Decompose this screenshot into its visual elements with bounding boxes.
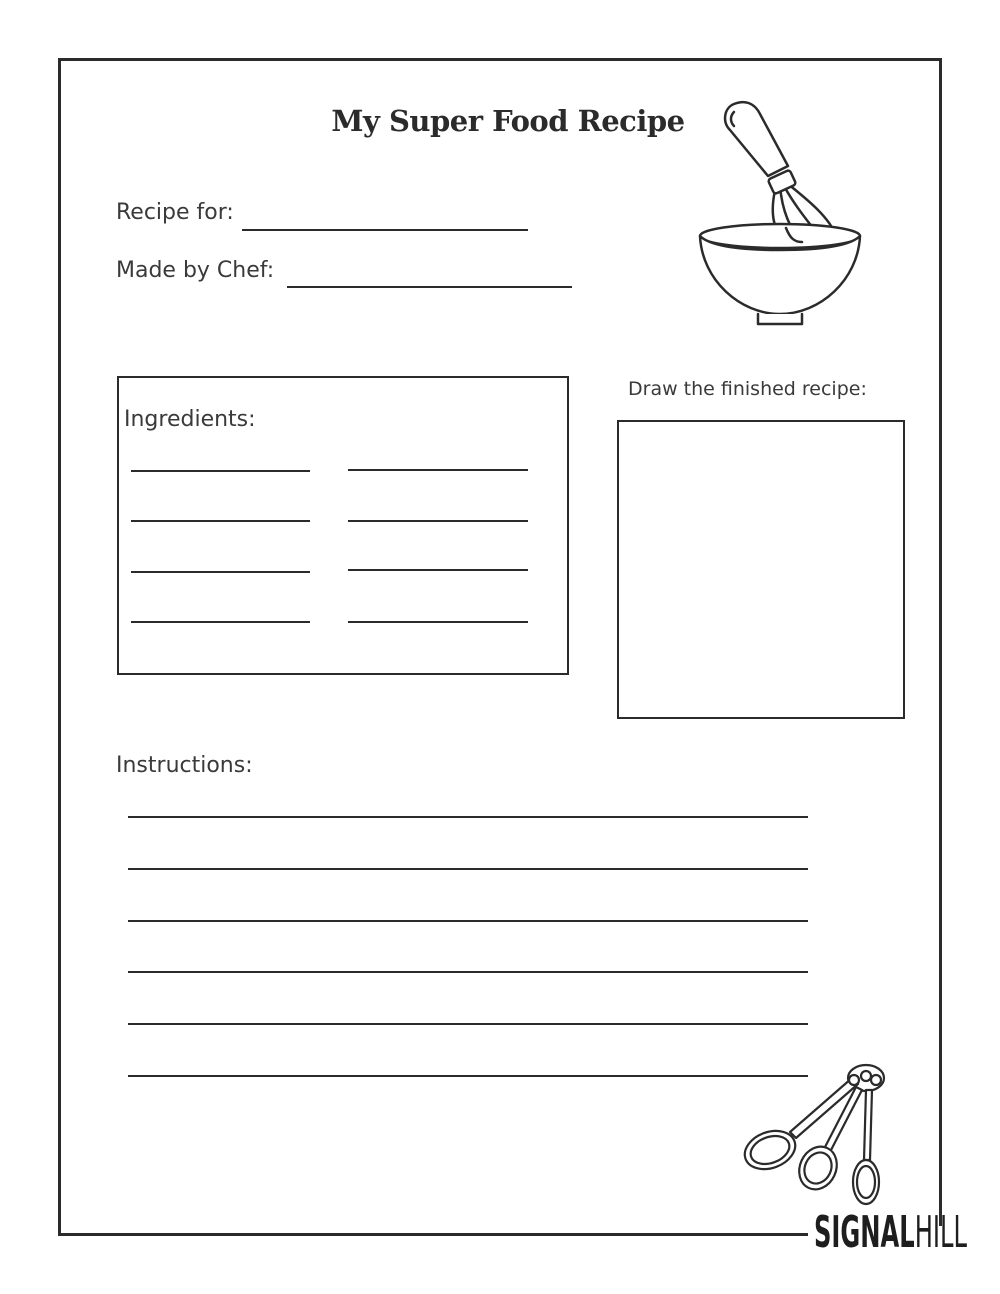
measuring-spoons-icon [740,1058,900,1208]
instruction-line[interactable] [128,971,808,973]
ingredient-line[interactable] [131,470,310,472]
ingredient-line[interactable] [348,520,528,522]
made-by-chef-line[interactable] [287,286,572,288]
instruction-line[interactable] [128,868,808,870]
instruction-line[interactable] [128,816,808,818]
drawing-label: Draw the finished recipe: [628,378,867,400]
instruction-line[interactable] [128,1023,808,1025]
made-by-chef-label: Made by Chef: [116,258,275,283]
ingredient-line[interactable] [131,621,310,623]
signalhill-logo [814,1208,967,1258]
ingredient-line[interactable] [131,520,310,522]
recipe-for-label: Recipe for: [116,200,234,225]
page-title: My Super Food Recipe [331,104,685,138]
ingredient-line[interactable] [348,621,528,623]
drawing-box[interactable] [617,420,905,719]
ingredient-line[interactable] [131,571,310,573]
instructions-label: Instructions: [116,753,253,778]
recipe-for-line[interactable] [242,229,528,231]
ingredient-line[interactable] [348,569,528,571]
ingredients-label: Ingredients: [124,407,256,432]
whisk-bowl-icon [690,90,870,330]
logo-part-signal: SIGNAL [814,1207,915,1258]
instruction-line[interactable] [128,920,808,922]
logo-part-hill: HILL [914,1207,968,1258]
instruction-line[interactable] [128,1075,808,1077]
ingredient-line[interactable] [348,469,528,471]
